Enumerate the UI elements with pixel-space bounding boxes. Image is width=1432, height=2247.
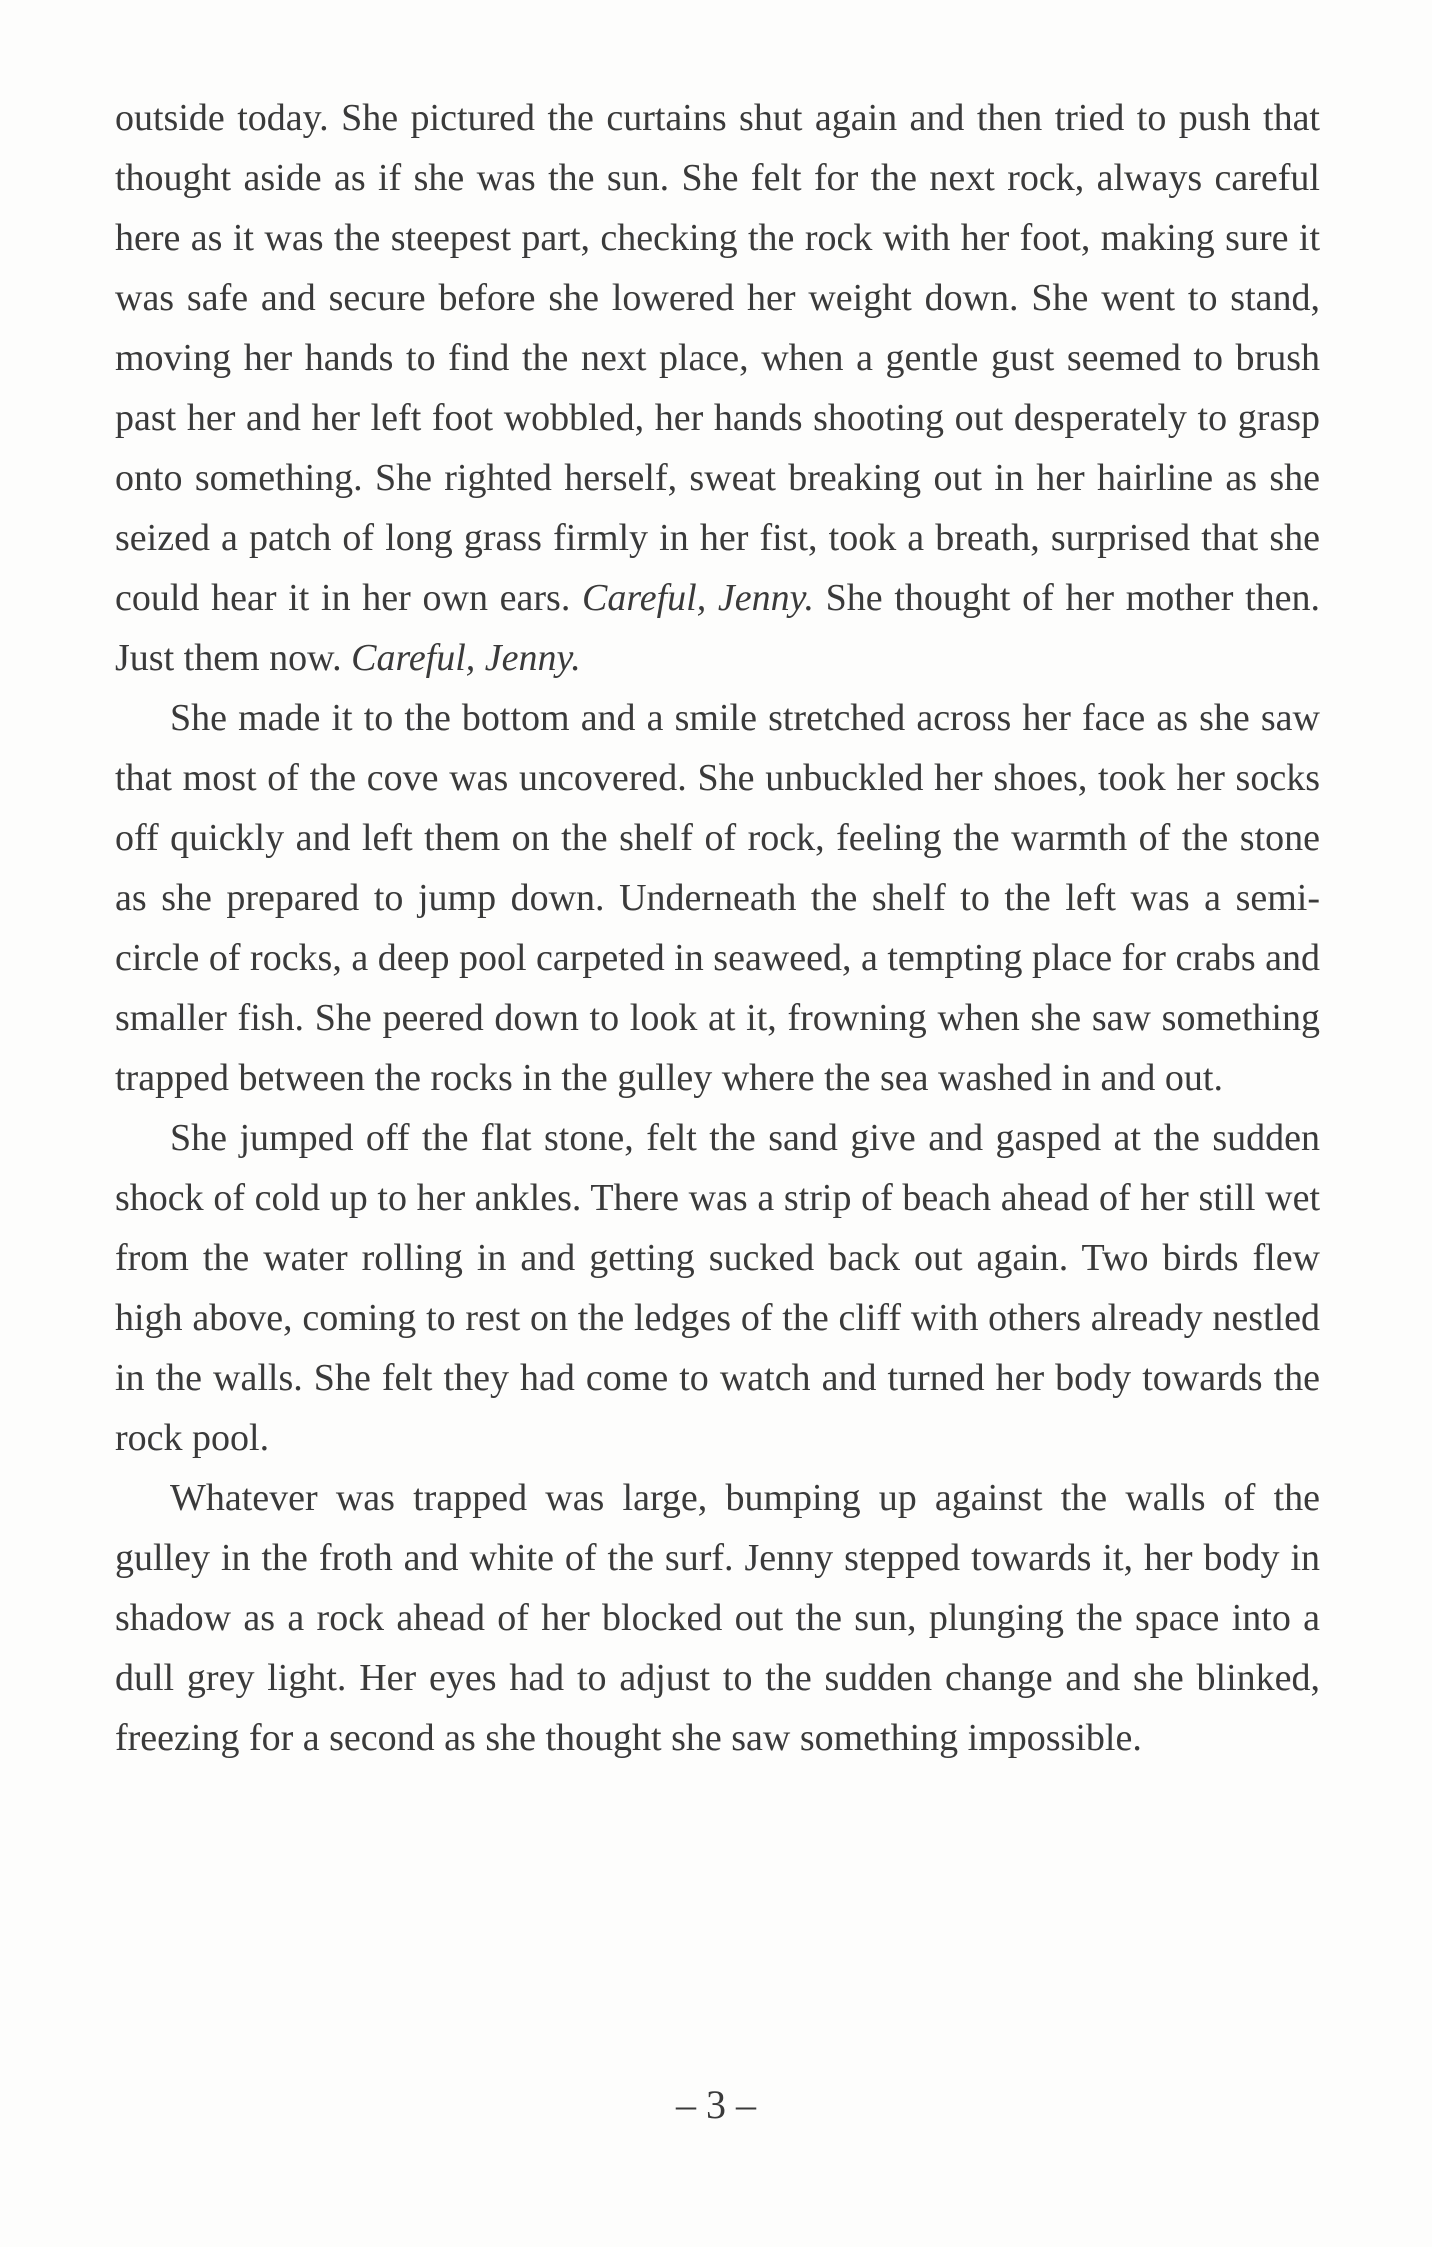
paragraph-1-italic-a: Careful, Jenny. (582, 577, 814, 619)
body-text (115, 88, 1320, 1768)
paragraph-1-italic-b: Careful, Jenny. (351, 637, 581, 679)
paragraph-3 (115, 1108, 1320, 1468)
paragraph-4-text: Whatever was trapped was large, bumping up against the walls of the gulley in the froth and white of the surf. Jenny stepped towards it, her body in shadow as a rock ahead of her blocked out the sun, plunging the space into a dull grey light. Her eyes had to adjust to the sudden change and she blinked, freezing for a second as she thought she saw something impossible. (115, 1477, 1320, 1759)
paragraph-1-text-b: She thought of her mother then. Just them now. (115, 577, 1321, 679)
paragraph-4 (115, 1468, 1320, 1768)
paragraph-2 (115, 688, 1320, 1108)
paragraph-2-text: She made it to the bottom and a smile stretched across her face as she saw that most of the cove was uncovered. She unbuckled her shoes, took her socks off quickly and left them on the shelf of rock, feeling the warmth of the stone as she prepared to jump down. Underneath the shelf to the left was a semi-circle of rocks, a deep pool carpeted in seaweed, a tempting place for crabs and smaller fish. She peered down to look at it, frowning when she saw something trapped between the rocks in the gulley where the sea washed in and out. (115, 697, 1320, 1099)
paragraph-3-text: She jumped off the flat stone, felt the sand give and gasped at the sudden shock of cold up to her ankles. There was a strip of beach ahead of her still wet from the water rolling in and getting sucked back out again. Two birds flew high above, coming to rest on the ledges of the cliff with others already nestled in the walls. She felt they had come to watch and turned her body towards the rock pool. (115, 1117, 1320, 1459)
page-number: – 3 – (676, 2082, 756, 2127)
paragraph-1-text-a: outside today. She pictured the curtains shut again and then tried to push that thought aside as if she was the sun. She felt for the next rock, always careful here as it was the steepest part, checking the rock with her foot, making sure it was safe and secure before she lowered her weight down. She went to stand, moving her hands to find the next place, when a gentle gust seemed to brush past her and her left foot wobbled, her hands shooting out desperately to grasp onto something. She righted herself, sweat breaking out in her hairline as she seized a patch of long grass firmly in her fist, took a breath, surprised that she could hear it in her own ears. (115, 97, 1320, 619)
paragraph-1 (115, 88, 1320, 688)
